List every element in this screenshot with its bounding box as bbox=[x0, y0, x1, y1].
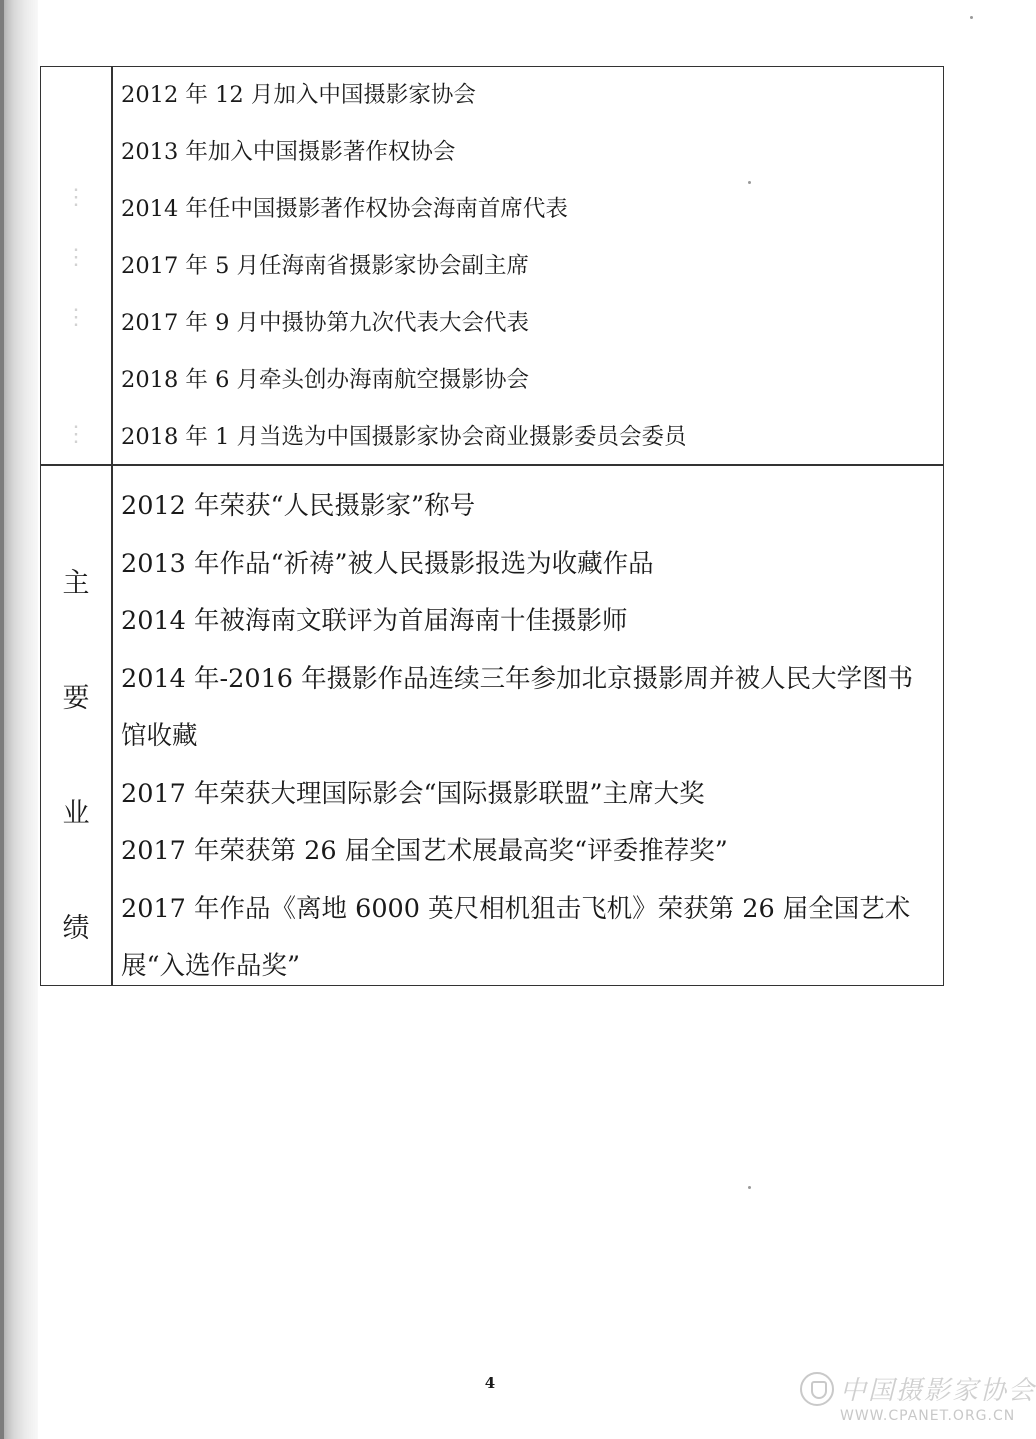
page-number: 4 bbox=[484, 1374, 496, 1392]
resume-table bbox=[40, 66, 944, 986]
achievement-entry: 2017 年荣获第 26 届全国艺术展最高奖“评委推荐奖” bbox=[121, 836, 728, 866]
scan-edge-shadow bbox=[0, 0, 38, 1439]
watermark-text: 中国摄影家协会 bbox=[840, 1376, 1036, 1406]
scan-speck bbox=[748, 181, 751, 184]
achievements-label-char: 主 bbox=[62, 568, 90, 599]
faded-scan-mark: ⋮ bbox=[65, 245, 87, 270]
scan-speck bbox=[748, 1186, 751, 1189]
achievement-entry: 2017 年荣获大理国际影会“国际摄影联盟”主席大奖 bbox=[121, 778, 705, 809]
membership-entry: 2012 年 12 月加入中国摄影家协会 bbox=[121, 82, 476, 108]
achievement-entry: 2014 年-2016 年摄影作品连续三年参加北京摄影周并被人民大学图书馆收藏 bbox=[121, 663, 914, 751]
faded-scan-mark: ⋮ bbox=[65, 185, 87, 210]
achievement-entry: 2014 年被海南文联评为首届海南十佳摄影师 bbox=[121, 606, 628, 636]
membership-entry: 2018 年 6 月牵头创办海南航空摄影协会 bbox=[121, 367, 530, 393]
membership-entry: 2017 年 5 月任海南省摄影家协会副主席 bbox=[121, 253, 530, 279]
scan-speck bbox=[970, 16, 973, 19]
achievements-label-char: 要 bbox=[62, 683, 90, 714]
membership-list bbox=[121, 80, 931, 479]
achievements-label-cell bbox=[41, 466, 111, 985]
achievements-list bbox=[121, 478, 929, 996]
achievement-entry: 2017 年作品《离地 6000 英尺相机狙击飞机》荣获第 26 届全国艺术展“入选作品奖” bbox=[121, 893, 911, 981]
membership-label-cell bbox=[41, 67, 111, 464]
achievements-label-char: 业 bbox=[62, 798, 90, 829]
membership-entry: 2017 年 9 月中摄协第九次代表大会代表 bbox=[121, 310, 530, 336]
faded-scan-mark: ⋮ bbox=[65, 305, 87, 330]
association-logo-icon bbox=[800, 1372, 834, 1406]
membership-entry: 2018 年 1 月当选为中国摄影家协会商业摄影委员会委员 bbox=[121, 424, 687, 450]
faded-scan-mark: ⋮ bbox=[65, 422, 87, 447]
watermark bbox=[800, 1370, 1036, 1430]
achievement-entry: 2013 年作品“祈祷”被人民摄影报选为收藏作品 bbox=[121, 548, 654, 579]
column-divider bbox=[111, 67, 113, 985]
membership-entry: 2014 年任中国摄影著作权协会海南首席代表 bbox=[121, 196, 568, 222]
watermark-url: WWW.CPANET.ORG.CN bbox=[840, 1408, 1016, 1424]
achievements-label-char: 绩 bbox=[62, 913, 90, 944]
membership-entry: 2013 年加入中国摄影著作权协会 bbox=[121, 139, 456, 165]
achievement-entry: 2012 年荣获“人民摄影家”称号 bbox=[121, 491, 476, 521]
